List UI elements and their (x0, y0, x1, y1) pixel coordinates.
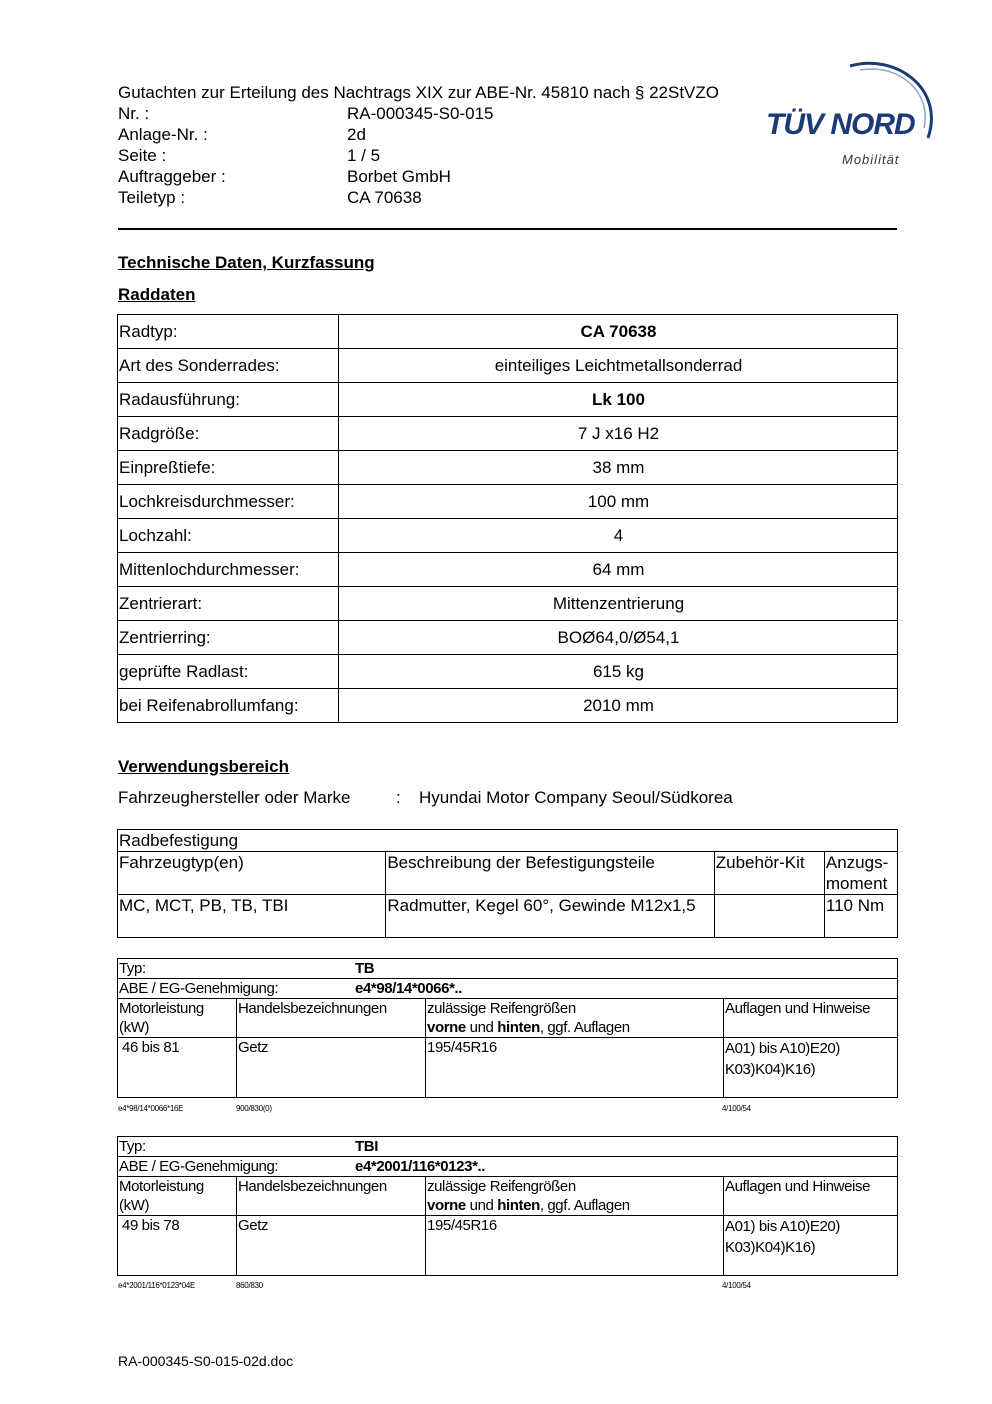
abe-header-rest: , ggf. Auflagen (539, 1019, 630, 1036)
raddaten-value: 38 mm (339, 451, 898, 485)
manufacturer-colon: : (396, 788, 401, 807)
raddaten-label: Lochzahl: (118, 519, 339, 553)
befestigung-cell: 110 Nm (824, 895, 897, 938)
raddaten-value: BOØ64,0/Ø54,1 (339, 621, 898, 655)
abe-approval-value: e4*2001/116*0123*.. (355, 1158, 486, 1175)
abe-header-tyres (426, 1177, 724, 1216)
abe-header-line: zulässige Reifengrößen (427, 1178, 576, 1195)
raddaten-value: 64 mm (339, 553, 898, 587)
header-divider (118, 228, 897, 230)
raddaten-label: Radausführung: (118, 383, 339, 417)
section-subtitle: Raddaten (118, 285, 196, 304)
abe-header: Motorleistung (kW) (118, 999, 237, 1038)
header-value: 2d (347, 125, 366, 144)
abe-header-und: und (465, 1019, 498, 1036)
befestigung-header: Fahrzeugtyp(en) (118, 852, 386, 895)
befestigung-cell (714, 895, 824, 938)
header-label: Seite : (118, 146, 167, 165)
raddaten-row (118, 621, 898, 655)
abe-header-vorne: vorne (427, 1019, 466, 1036)
abe-header: Auflagen und Hinweise (724, 999, 898, 1038)
header-value: CA 70638 (347, 188, 422, 207)
raddaten-value: 2010 mm (339, 689, 898, 723)
befestigung-header: Zubehör-Kit (714, 852, 824, 895)
raddaten-label: Radtyp: (118, 315, 339, 349)
raddaten-value: einteiliges Leichtmetallsonderrad (339, 349, 898, 383)
raddaten-label: geprüfte Radlast: (118, 655, 339, 689)
raddaten-label: bei Reifenabrollumfang: (118, 689, 339, 723)
abe-approval-row (118, 979, 898, 999)
abe-typ-value: TB (355, 960, 375, 977)
abe-approval-value: e4*98/14*0066*.. (355, 980, 463, 997)
raddaten-value: 100 mm (339, 485, 898, 519)
raddaten-label: Art des Sonderrades: (118, 349, 339, 383)
raddaten-row (118, 587, 898, 621)
raddaten-label: Mittenlochdurchmesser: (118, 553, 339, 587)
header-label: Auftraggeber : (118, 167, 226, 186)
header-label: Teiletyp : (118, 188, 186, 207)
logo-main-text: TÜV NORD (766, 108, 915, 141)
abe-header: Handelsbezeichnungen (237, 999, 426, 1038)
befestigung-header: Beschreibung der Befestigungsteile (386, 852, 714, 895)
abe-footnote: 900/830(0) (236, 1104, 272, 1113)
raddaten-label: Radgröße: (118, 417, 339, 451)
abe-approval-label: ABE / EG-Genehmigung: (119, 1158, 279, 1175)
verwendung-title: Verwendungsbereich (118, 757, 289, 776)
abe-approval-label: ABE / EG-Genehmigung: (119, 980, 279, 997)
raddaten-value: Mittenzentrierung (339, 587, 898, 621)
abe-cell-notes: A01) bis A10)E20) K03)K04)K16) (724, 1038, 898, 1098)
raddaten-row (118, 655, 898, 689)
abe-header: Motorleistung (kW) (118, 1177, 237, 1216)
abe-cell-notes: A01) bis A10)E20) K03)K04)K16) (724, 1216, 898, 1276)
befestigung-title: Radbefestigung (118, 830, 898, 852)
raddaten-row (118, 689, 898, 723)
abe-typ-label: Typ: (119, 960, 146, 977)
raddaten-row (118, 519, 898, 553)
befestigung-table (117, 829, 898, 938)
header-label: Anlage-Nr. : (118, 125, 208, 144)
raddaten-label: Lochkreisdurchmesser: (118, 485, 339, 519)
abe-table (117, 958, 898, 1098)
befestigung-cell: Radmutter, Kegel 60°, Gewinde M12x1,5 (386, 895, 714, 938)
abe-footnote: e4*98/14*0066*16E (118, 1104, 184, 1113)
header-value: RA-000345-S0-015 (347, 104, 494, 123)
raddaten-row (118, 315, 898, 349)
abe-typ-row (118, 1137, 898, 1157)
abe-header-line: zulässige Reifengrößen (427, 1000, 576, 1017)
abe-header-hinten: hinten (497, 1197, 540, 1214)
raddaten-row (118, 451, 898, 485)
raddaten-label: Zentrierart: (118, 587, 339, 621)
abe-table (117, 1136, 898, 1276)
raddaten-row (118, 485, 898, 519)
raddaten-value: 4 (339, 519, 898, 553)
abe-header-und: und (465, 1197, 498, 1214)
abe-cell-tyre: 195/45R16 (426, 1216, 724, 1276)
raddaten-row (118, 383, 898, 417)
document-title: Gutachten zur Erteilung des Nachtrags XIX zur ABE-Nr. 45810 nach § 22StVZO (118, 83, 719, 102)
header-label: Nr. : (118, 104, 150, 123)
befestigung-header: Anzugs-moment (824, 852, 897, 895)
header-value: 1 / 5 (347, 146, 381, 165)
abe-cell-kw: 49 bis 78 (118, 1216, 237, 1276)
abe-footnote: 4/100/54 (722, 1281, 751, 1290)
abe-header-tyres (426, 999, 724, 1038)
abe-typ-label: Typ: (119, 1138, 146, 1155)
raddaten-row (118, 349, 898, 383)
abe-typ-row (118, 959, 898, 979)
abe-footnote: e4*2001/116*0123*04E (118, 1281, 196, 1290)
abe-cell-tyre: 195/45R16 (426, 1038, 724, 1098)
raddaten-row (118, 553, 898, 587)
header-value: Borbet GmbH (347, 167, 451, 186)
manufacturer-value: Hyundai Motor Company Seoul/Südkorea (419, 788, 733, 807)
raddaten-value: 7 J x16 H2 (339, 417, 898, 451)
abe-header: Auflagen und Hinweise (724, 1177, 898, 1216)
abe-footnote: 4/100/54 (722, 1104, 751, 1113)
logo-sub-text: Mobilität (842, 152, 900, 167)
raddaten-value: Lk 100 (339, 383, 898, 417)
abe-cell-name: Getz (237, 1038, 426, 1098)
raddaten-label: Einpreßtiefe: (118, 451, 339, 485)
manufacturer-label: Fahrzeughersteller oder Marke (118, 788, 351, 807)
befestigung-cell: MC, MCT, PB, TB, TBI (118, 895, 386, 938)
abe-header: Handelsbezeichnungen (237, 1177, 426, 1216)
abe-cell-kw: 46 bis 81 (118, 1038, 237, 1098)
footer-filename: RA-000345-S0-015-02d.doc (118, 1353, 294, 1369)
abe-footnote: 860/830 (236, 1281, 263, 1290)
raddaten-value: 615 kg (339, 655, 898, 689)
abe-header-rest: , ggf. Auflagen (539, 1197, 630, 1214)
raddaten-table (117, 314, 898, 723)
raddaten-label: Zentrierring: (118, 621, 339, 655)
abe-header-hinten: hinten (497, 1019, 540, 1036)
abe-cell-name: Getz (237, 1216, 426, 1276)
section-title: Technische Daten, Kurzfassung (118, 253, 375, 272)
raddaten-value: CA 70638 (339, 315, 898, 349)
abe-typ-value: TBI (355, 1138, 378, 1155)
abe-header-vorne: vorne (427, 1197, 466, 1214)
raddaten-row (118, 417, 898, 451)
abe-approval-row (118, 1157, 898, 1177)
